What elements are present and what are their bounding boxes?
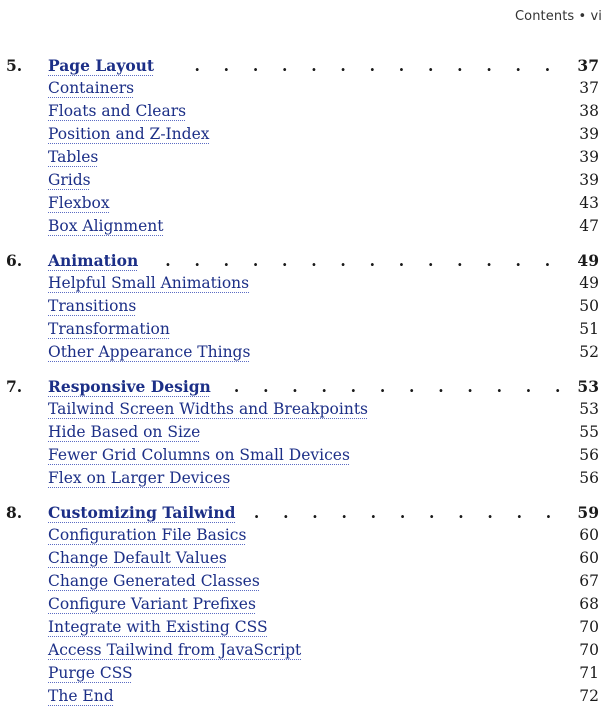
toc-entry <box>0 662 614 685</box>
toc-entry <box>0 100 614 123</box>
page-number: 43 <box>579 194 599 212</box>
dot-leader: . . . . . . . . . . . <box>253 503 552 522</box>
page-number: 38 <box>579 102 599 120</box>
toc-entry <box>0 77 614 100</box>
toc-entry <box>0 421 614 444</box>
page-number: 56 <box>579 446 599 464</box>
page-number: 37 <box>577 56 599 75</box>
section-link[interactable]: Floats and Clears <box>48 102 187 120</box>
page-number: 56 <box>579 469 599 487</box>
toc-chapter-row <box>0 249 614 272</box>
section-link[interactable]: Position and Z-Index <box>48 125 210 143</box>
section-link[interactable]: Tables <box>48 148 99 166</box>
section-link[interactable]: The End <box>48 687 114 705</box>
section-link[interactable]: Fewer Grid Columns on Small Devices <box>48 446 350 464</box>
toc-entry <box>0 570 614 593</box>
chapter-number: 8. <box>6 503 23 522</box>
page-number: 47 <box>579 217 599 235</box>
toc-entry <box>0 685 614 708</box>
section-link[interactable]: Tailwind Screen Widths and Breakpoints <box>48 400 368 418</box>
dot-leader: . . . . . . . . . . . . <box>233 377 561 396</box>
page-number: 70 <box>579 641 599 659</box>
toc-chapter <box>0 54 614 238</box>
toc-entry <box>0 524 614 547</box>
toc-chapter <box>0 375 614 490</box>
section-link[interactable]: Access Tailwind from JavaScript <box>48 641 302 659</box>
chapter-number: 6. <box>6 251 23 270</box>
page-number: 49 <box>577 251 599 270</box>
running-header: Contents • vi <box>514 9 602 24</box>
toc-chapter-row <box>0 501 614 524</box>
page-number: 37 <box>579 79 599 97</box>
section-link[interactable]: Other Appearance Things <box>48 343 251 361</box>
toc-entry <box>0 318 614 341</box>
section-link[interactable]: Flex on Larger Devices <box>48 469 231 487</box>
chapter-link[interactable]: Responsive Design <box>48 377 211 396</box>
toc-chapter-row <box>0 54 614 77</box>
toc-entry <box>0 341 614 364</box>
section-link[interactable]: Transitions <box>48 297 137 315</box>
toc-entry <box>0 295 614 318</box>
page-number: 49 <box>579 274 599 292</box>
section-link[interactable]: Flexbox <box>48 194 110 212</box>
page-number: 72 <box>579 687 599 705</box>
section-link[interactable]: Helpful Small Animations <box>48 274 250 292</box>
section-link[interactable]: Configure Variant Prefixes <box>48 595 256 613</box>
page-number: 71 <box>579 664 599 682</box>
chapter-link[interactable]: Customizing Tailwind <box>48 503 236 522</box>
page-number: 60 <box>579 549 599 567</box>
page-number: 50 <box>579 297 599 315</box>
page-number: 51 <box>579 320 599 338</box>
toc-entry <box>0 272 614 295</box>
toc-entry <box>0 192 614 215</box>
page-number: 59 <box>577 503 599 522</box>
toc-entry <box>0 169 614 192</box>
page-number: 53 <box>579 400 599 418</box>
section-link[interactable]: Transformation <box>48 320 170 338</box>
toc-entry <box>0 616 614 639</box>
toc-entry <box>0 444 614 467</box>
section-link[interactable]: Integrate with Existing CSS <box>48 618 268 636</box>
page-number: 60 <box>579 526 599 544</box>
section-link[interactable]: Configuration File Basics <box>48 526 247 544</box>
section-link[interactable]: Containers <box>48 79 135 97</box>
toc-entry <box>0 593 614 616</box>
toc-entry <box>0 467 614 490</box>
chapter-number: 7. <box>6 377 23 396</box>
page-number: 39 <box>579 148 599 166</box>
toc-entry <box>0 146 614 169</box>
chapter-link[interactable]: Page Layout <box>48 56 155 75</box>
page-number: 39 <box>579 125 599 143</box>
toc-entry <box>0 123 614 146</box>
page-number: 53 <box>577 377 599 396</box>
chapter-link[interactable]: Animation <box>48 251 139 270</box>
toc-entry <box>0 398 614 421</box>
section-link[interactable]: Change Generated Classes <box>48 572 260 590</box>
chapter-number: 5. <box>6 56 23 75</box>
toc-chapter <box>0 501 614 708</box>
page-number: 55 <box>579 423 599 441</box>
dot-leader: . . . . . . . . . . . . . <box>194 56 551 75</box>
section-link[interactable]: Purge CSS <box>48 664 133 682</box>
dot-leader: . . . . . . . . . . . . . . <box>165 251 551 270</box>
page-number: 70 <box>579 618 599 636</box>
section-link[interactable]: Change Default Values <box>48 549 227 567</box>
toc-entry <box>0 547 614 570</box>
page-number: 67 <box>579 572 599 590</box>
section-link[interactable]: Hide Based on Size <box>48 423 201 441</box>
toc-chapter-row <box>0 375 614 398</box>
table-of-contents <box>0 54 614 719</box>
toc-entry <box>0 215 614 238</box>
page-number: 68 <box>579 595 599 613</box>
toc-entry <box>0 639 614 662</box>
page-number: 52 <box>579 343 599 361</box>
section-link[interactable]: Box Alignment <box>48 217 164 235</box>
toc-chapter <box>0 249 614 364</box>
section-link[interactable]: Grids <box>48 171 91 189</box>
page-number: 39 <box>579 171 599 189</box>
